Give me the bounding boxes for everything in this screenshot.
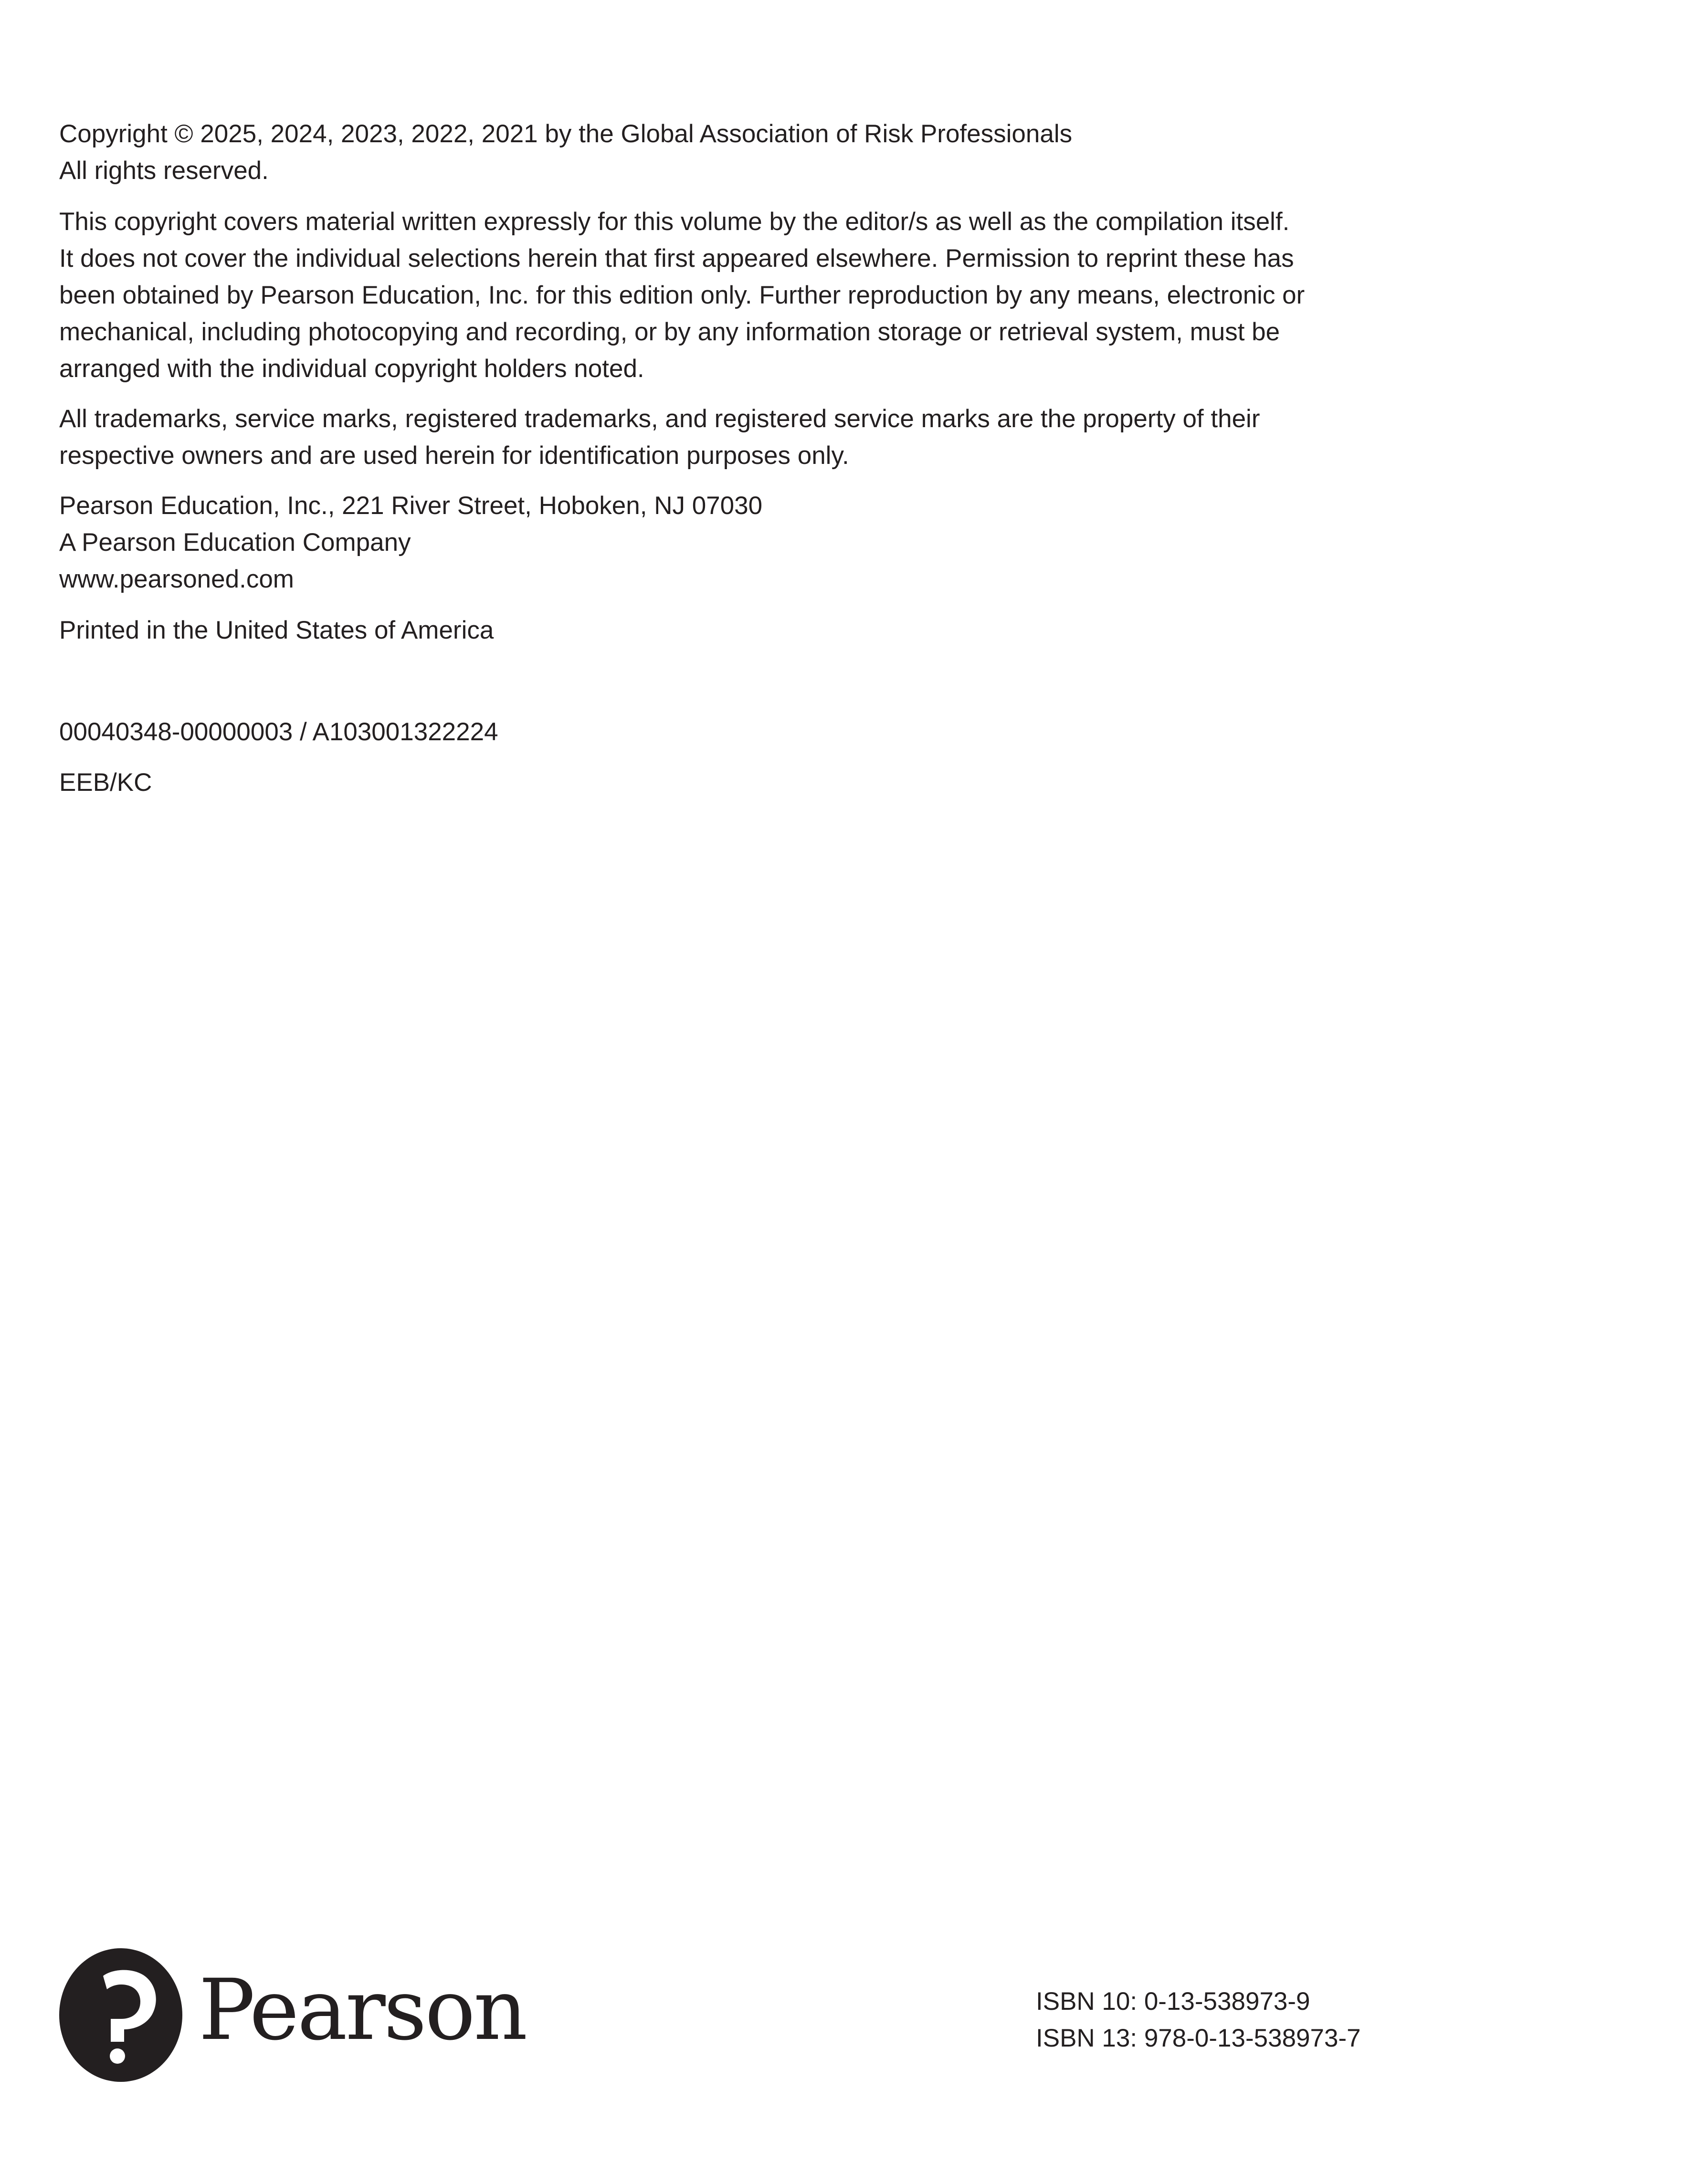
initials-line: EEB/KC [59,768,152,797]
rights-reserved-line: All rights reserved. [59,157,269,185]
coverage-line: It does not cover the individual selections herein that first appeared elsewhere. Permission to reprint these has [59,244,1294,273]
isbn-block [1036,1983,1361,2057]
pearson-wordmark: Pearson [199,1961,526,2059]
isbn-10: ISBN 10: 0-13-538973-9 [1036,1987,1310,2016]
coverage-line: mechanical, including photocopying and recording, or by any information storage or retrieval system, must be [59,318,1280,346]
coverage-line: This copyright covers material written expressly for this volume by the editor/s as well as the compilation itself. [59,208,1290,236]
print-initials [59,764,152,801]
coverage-line: been obtained by Pearson Education, Inc. for this edition only. Further reproduction by any means, electronic or [59,281,1305,309]
copyright-notice [59,116,1072,189]
printed-line: Printed in the United States of America [59,616,494,644]
publisher-address [59,487,762,598]
address-line: Pearson Education, Inc., 221 River Street, Hoboken, NJ 07030 [59,492,763,520]
copyright-coverage-paragraph [59,203,1305,387]
isbn-13: ISBN 13: 978-0-13-538973-7 [1036,2024,1361,2052]
copyright-line: Copyright © 2025, 2024, 2023, 2022, 2021 by the Global Association of Risk Professionals [59,120,1073,148]
trademarks-line: All trademarks, service marks, registered trademarks, and registered service marks are the property of their [59,405,1260,433]
trademarks-paragraph [59,400,1260,474]
printed-in-notice [59,612,494,649]
print-codes [59,714,498,750]
trademarks-line: respective owners and are used herein for identification purposes only. [59,441,849,470]
pearson-logo-icon [59,1948,182,2082]
website-line: www.pearsoned.com [59,565,294,593]
codes-line: 00040348-00000003 / A103001322224 [59,718,498,746]
company-line: A Pearson Education Company [59,528,411,556]
pearson-logo [59,1948,526,2082]
coverage-line: arranged with the individual copyright holders noted. [59,355,644,383]
